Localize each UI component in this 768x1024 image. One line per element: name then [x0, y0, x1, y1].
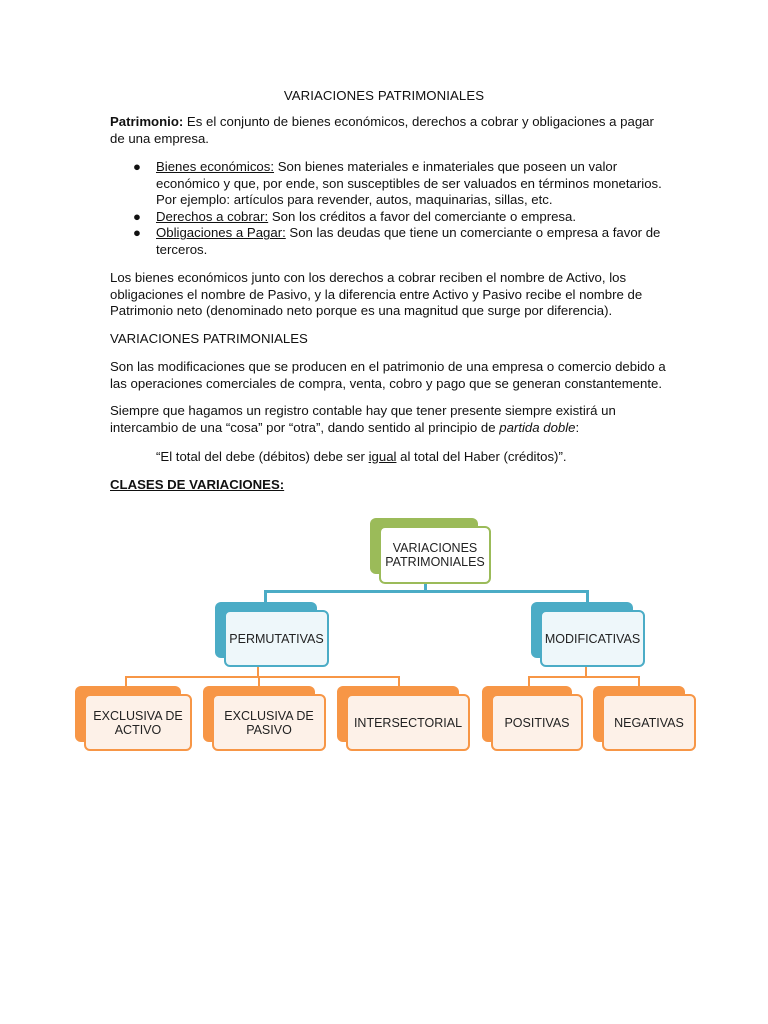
bullet-icon: ●: [133, 225, 141, 241]
list-item: [110, 159, 670, 209]
principle-quote: [156, 449, 567, 464]
paragraph-line: Son las modificaciones que se producen en el patrimonio de una empresa o comercio debido a: [110, 359, 666, 374]
partida-doble-paragraph: [110, 403, 670, 436]
intro-line-2: de una empresa.: [110, 130, 209, 146]
modificaciones-paragraph: [110, 359, 670, 392]
connector-line: [258, 676, 260, 686]
intro-paragraph: [110, 114, 670, 147]
paragraph-punct: :: [575, 419, 580, 435]
quote-emphasis: igual: [368, 449, 397, 464]
node-box: [84, 694, 192, 751]
node-label: EXCLUSIVA DE PASIVO: [224, 708, 314, 737]
node-label: PERMUTATIVAS: [229, 631, 324, 646]
bullet-text: Son bienes materiales e inmateriales que poseen un valor: [274, 159, 618, 174]
node-label: POSITIVAS: [504, 715, 570, 730]
connector-line: [125, 676, 400, 678]
section-subtitle: VARIACIONES PATRIMONIALES: [110, 331, 308, 346]
bullet-text: Son los créditos a favor del comerciante o empresa.: [268, 208, 577, 224]
node-box: [346, 694, 470, 751]
paragraph-line: intercambio de una “cosa” por “otra”, dando sentido al principio de: [110, 419, 500, 435]
node-label: NEGATIVAS: [614, 715, 684, 730]
node-box: [602, 694, 696, 751]
connector-line: [264, 590, 267, 602]
connector-line: [586, 590, 589, 602]
intro-term: Patrimonio:: [110, 114, 184, 129]
bullet-icon: ●: [133, 208, 141, 224]
paragraph-line: Patrimonio neto (denominado neto porque es una magnitud que surge por diferencia).: [110, 303, 613, 319]
list-item: [110, 209, 670, 226]
bullet-text: terceros.: [156, 241, 208, 257]
node-box: [491, 694, 583, 751]
classes-heading: CLASES DE VARIACIONES:: [110, 477, 285, 492]
document-title: VARIACIONES PATRIMONIALES: [283, 88, 485, 103]
quote-text: al total del Haber (créditos)”.: [396, 449, 567, 464]
bullet-term: Derechos a cobrar:: [156, 208, 269, 224]
node-box: [224, 610, 329, 667]
italic-term: partida doble: [499, 419, 576, 435]
paragraph-line: las operaciones comerciales de compra, venta, cobro y pago que se generan constantemente.: [110, 375, 663, 391]
node-label: INTERSECTORIAL: [353, 715, 463, 730]
bullet-term: Obligaciones a Pagar:: [156, 225, 286, 241]
bullet-text: económico y que, por ende, son susceptibles de ser valuados en términos monetarios.: [156, 175, 662, 191]
paragraph-line: obligaciones el nombre de Pasivo, y la diferencia entre Activo y Pasivo recibe el nombre de: [110, 286, 643, 302]
paragraph-line: Siempre que hagamos un registro contable hay que tener presente siempre existirá un: [110, 403, 616, 418]
paragraph-line: Los bienes económicos junto con los derechos a cobrar reciben el nombre de Activo, los: [110, 270, 627, 285]
activo-pasivo-paragraph: [110, 270, 670, 320]
connector-line: [125, 676, 127, 686]
node-label: EXCLUSIVA DE ACTIVO: [93, 708, 183, 737]
connector-line: [528, 676, 640, 678]
node-label: VARIACIONES PATRIMONIALES: [385, 541, 485, 569]
connector-line: [638, 676, 640, 686]
connector-line: [264, 590, 588, 593]
node-label: MODIFICATIVAS: [544, 631, 641, 646]
node-box: [540, 610, 645, 667]
bullet-text: Son las deudas que tiene un comerciante o empresa a favor de: [285, 225, 661, 241]
intro-line-1: Es el conjunto de bienes económicos, derechos a cobrar y obligaciones a pagar: [183, 114, 654, 129]
bullet-icon: ●: [133, 159, 141, 174]
bullet-term: Bienes económicos:: [156, 159, 275, 174]
node-box: [212, 694, 326, 751]
connector-line: [398, 676, 400, 686]
list-item: [110, 225, 670, 258]
quote-text: “El total del debe (débitos) debe ser: [156, 449, 369, 464]
node-box: [379, 526, 491, 584]
bullet-text: Por ejemplo: artículos para revender, autos, maquinarias, sillas, etc.: [156, 192, 553, 208]
connector-line: [528, 676, 530, 686]
definition-list: [110, 159, 670, 259]
